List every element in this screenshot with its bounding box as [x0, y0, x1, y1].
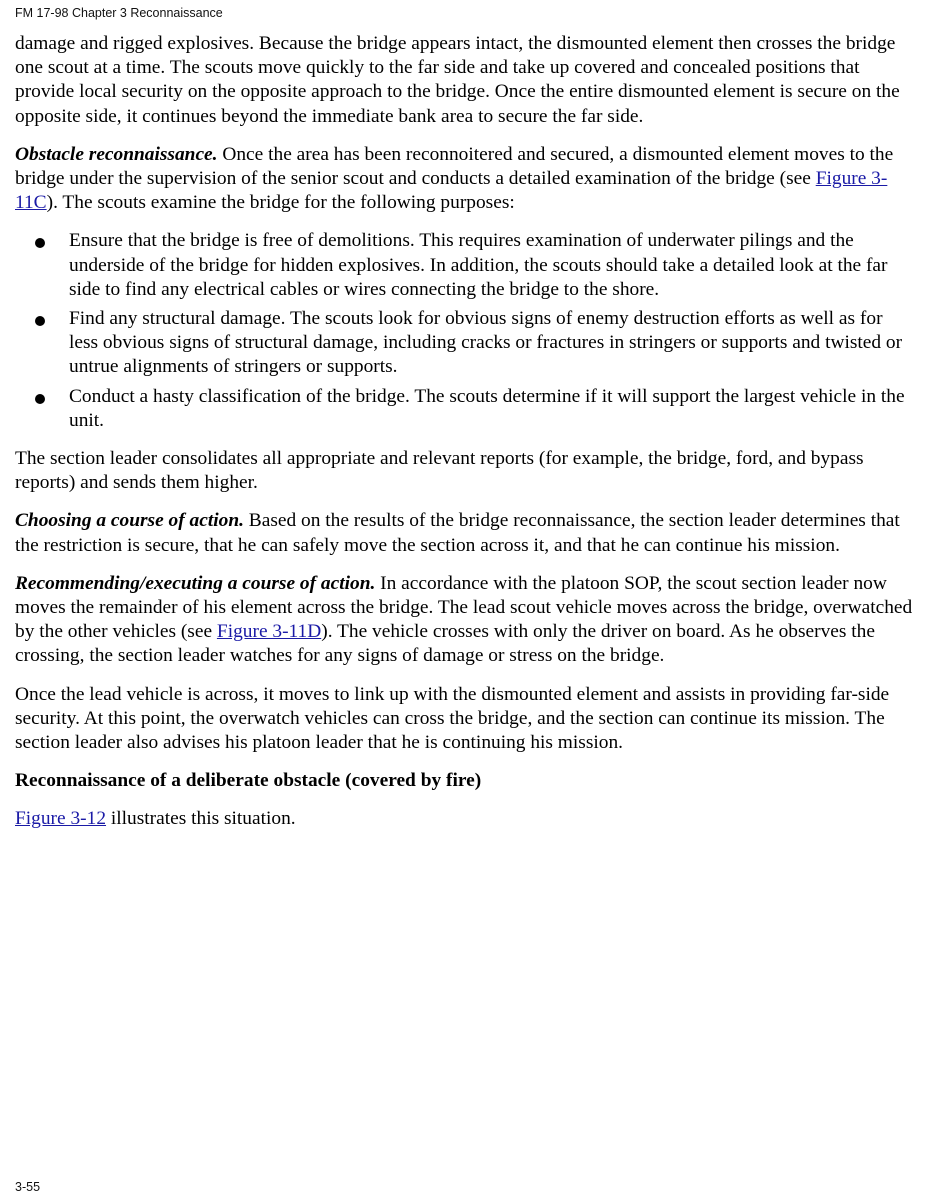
run-in-heading: Obstacle reconnaissance. — [15, 143, 218, 165]
bullet-icon — [35, 316, 45, 326]
paragraph-text: ). The scouts examine the bridge for the following purposes: — [46, 192, 515, 214]
paragraph-text: illustrates this situation. — [106, 808, 296, 830]
list-item — [15, 307, 915, 380]
paragraph-choosing-course-of-action — [15, 509, 915, 557]
list-item — [15, 385, 915, 433]
paragraph-consolidate-reports — [15, 447, 915, 495]
list-item-text: Find any structural damage. The scouts look for obvious signs of enemy destruction efforts as well as for less obvious signs of structural damage, including cracks or fractures in stringers or supports and twisted or untrue alignments of stringers or supports. — [69, 308, 903, 378]
paragraph-figure-reference — [15, 807, 915, 831]
paragraph-recommending-executing — [15, 572, 915, 669]
paragraph-text: The section leader consolidates all appropriate and relevant reports (for example, the bridge, ford, and bypass reports) and sends them higher. — [15, 448, 864, 494]
run-in-heading: Recommending/executing a course of action. — [15, 572, 376, 594]
paragraph-text: Once the lead vehicle is across, it moves to link up with the dismounted element and assists in providing far-side security. At this point, the overwatch vehicles can cross the bridge, and the section can continue its mission. The section leader also advises his platoon leader that he is continuing his mission. — [15, 683, 890, 754]
paragraph-bridge-crossing — [15, 32, 915, 129]
paragraph-text: In accordance with the platoon SOP, the scout section leader now moves the remainder of his element across the bridge. The lead scout vehicle moves across the bridge, overwatched by the other vehicles (see — [15, 572, 913, 643]
paragraph-text: Once the area has been reconnoitered and secured, a dismounted element moves to the bridge under the supervision of the senior scout and conducts a detailed examination of the bridge (see — [15, 143, 894, 190]
paragraph-text: ). The vehicle crosses with only the driver on board. As he observes the crossing, the section leader watches for any signs of damage or stress on the bridge. — [15, 621, 875, 667]
list-item-text: Ensure that the bridge is free of demolitions. This requires examination of underwater pilings and the underside of the bridge for hidden explosives. In addition, the scouts should take a detailed look at the far side to find any electrical cables or wires connecting the bridge to the shore. — [69, 230, 888, 300]
section-heading: Reconnaissance of a deliberate obstacle (covered by fire) — [15, 770, 482, 792]
running-header: FM 17-98 Chapter 3 Reconnaissance — [15, 6, 223, 20]
purposes-list — [15, 229, 915, 433]
figure-3-12-link[interactable]: Figure 3-12 — [15, 808, 107, 830]
page-number: 3-55 — [15, 1180, 41, 1194]
paragraph-lead-vehicle-across — [15, 683, 915, 756]
figure-3-11c-link[interactable]: Figure 3-11C — [15, 168, 888, 214]
bullet-icon — [35, 394, 45, 404]
paragraph-obstacle-reconnaissance — [15, 143, 915, 216]
bullet-icon — [35, 238, 45, 248]
paragraph-text: Based on the results of the bridge reconnaissance, the section leader determines that the restriction is secure, that he can safely move the section across it, and that he can continue his mission. — [15, 510, 900, 556]
list-item — [15, 229, 915, 302]
list-item-text: Conduct a hasty classification of the bridge. The scouts determine if it will support the largest vehicle in the unit. — [69, 385, 905, 431]
run-in-heading: Choosing a course of action. — [15, 510, 244, 532]
paragraph-text: damage and rigged explosives. Because the bridge appears intact, the dismounted element then crosses the bridge one scout at a time. The scouts move quickly to the far side and take up covered and concealed positions that provide local security on the opposite approach to the bridge. Once the entire dismounted element is secure on the opposite side, it continues beyond the immediate bank area to secure the far side. — [15, 33, 900, 127]
document-body — [15, 32, 915, 846]
figure-3-11d-link[interactable]: Figure 3-11D — [216, 621, 322, 643]
